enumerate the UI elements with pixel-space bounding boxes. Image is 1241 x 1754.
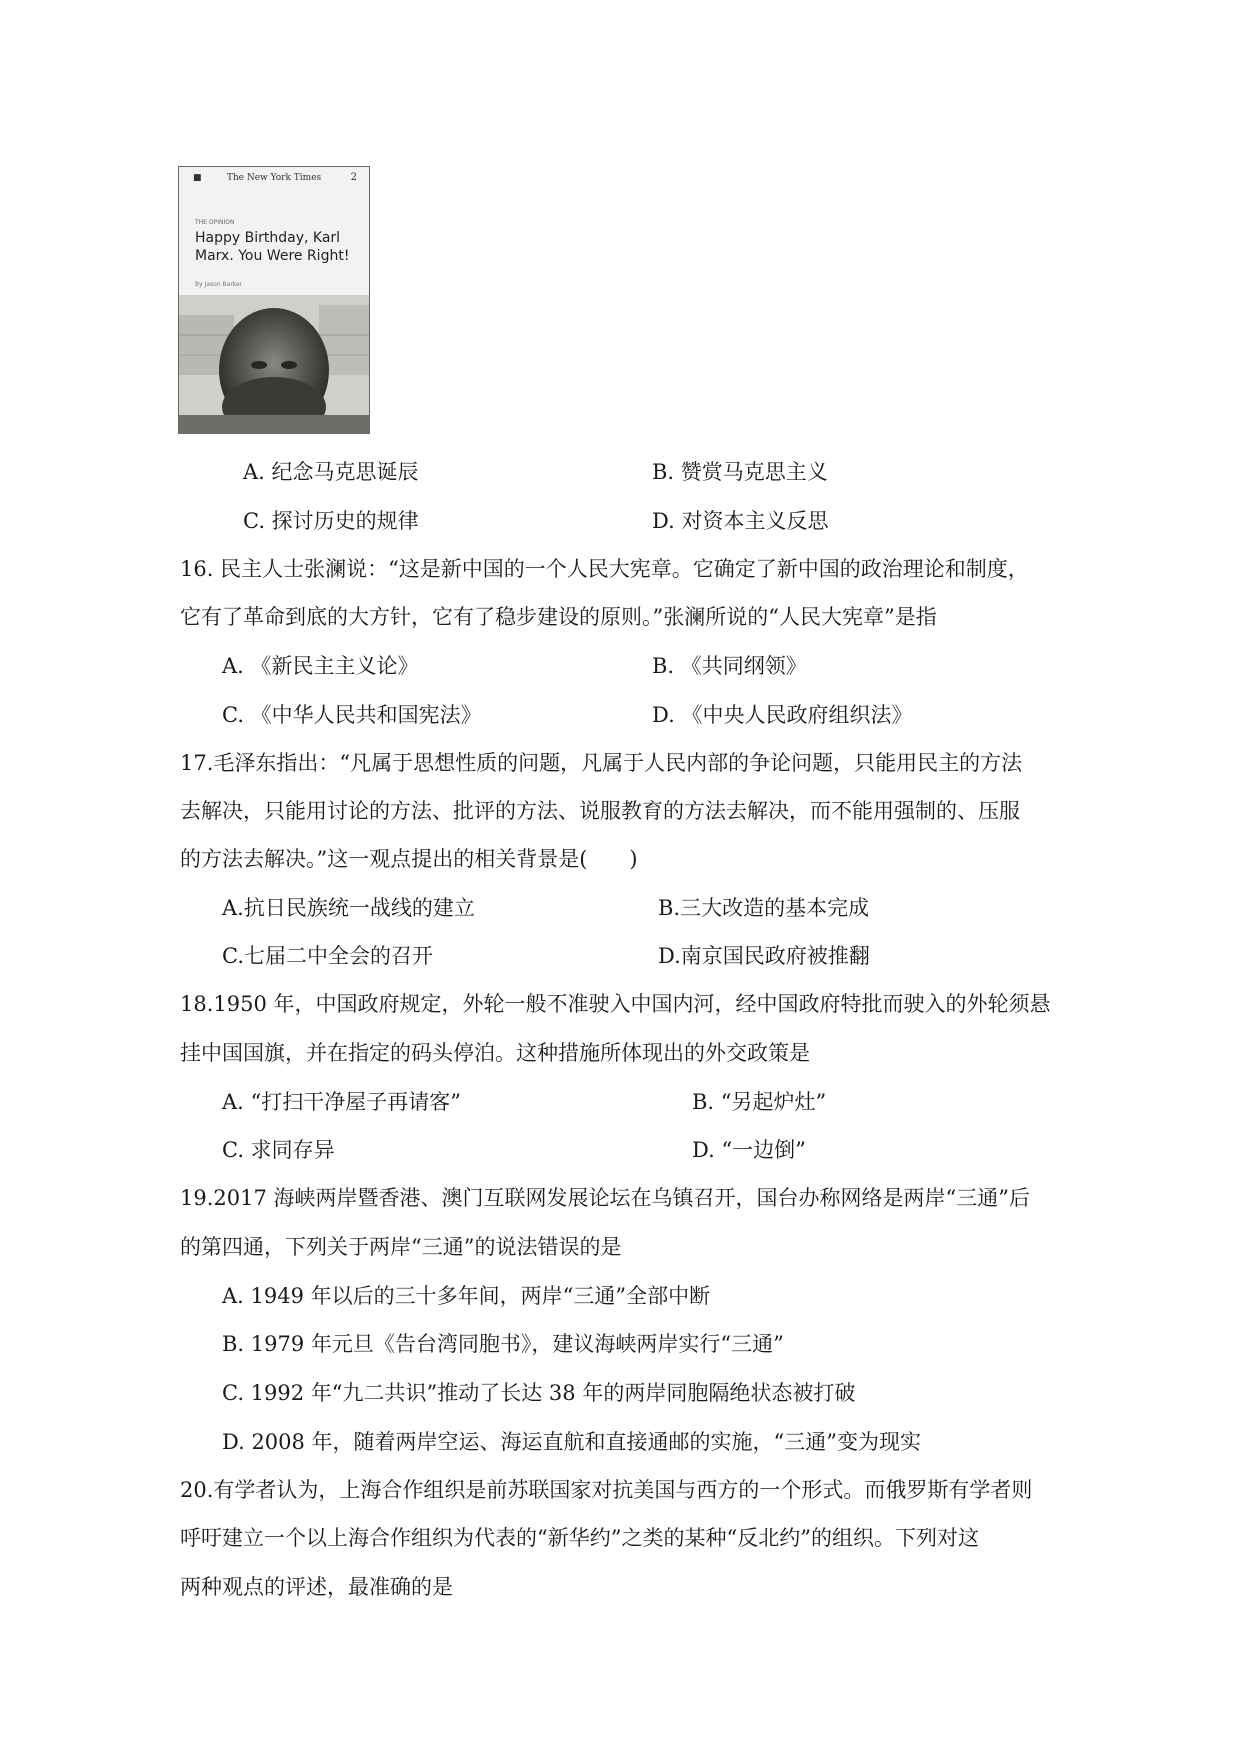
q20-stem-line3: 两种观点的评述，最准确的是 xyxy=(180,1575,453,1599)
q16-stem-line1: 16. 民主人士张澜说：“这是新中国的一个人民大宪章。它确定了新中国的政治理论和制度， xyxy=(180,557,1029,581)
q16-stem-line2: 它有了革命到底的大方针，它有了稳步建设的原则。”张澜所说的“人民大宪章”是指 xyxy=(180,605,937,629)
q16-option-d: D. 《中央人民政府组织法》 xyxy=(652,703,913,727)
q17-stem-line1: 17.毛泽东指出：“凡属于思想性质的问题，凡属于人民内部的争论问题，只能用民主的方法 xyxy=(180,751,1023,775)
q18-option-b: B. “另起炉灶” xyxy=(692,1090,827,1114)
clipping-byline: By Jason Barker xyxy=(195,281,243,288)
masthead-mark: ■ xyxy=(193,173,202,183)
q15-option-d: D. 对资本主义反思 xyxy=(652,509,829,533)
q20-stem-line1: 20.有学者认为，上海合作组织是前苏联国家对抗美国与西方的一个形式。而俄罗斯有学者则 xyxy=(180,1478,1033,1502)
q17-option-d: D.南京国民政府被推翻 xyxy=(658,944,870,968)
q18-option-d: D. “一边倒” xyxy=(692,1138,806,1162)
q16-option-c: C. 《中华人民共和国宪法》 xyxy=(222,703,482,727)
q18-option-c: C. 求同存异 xyxy=(222,1138,335,1162)
clipping-kicker: THE OPINION xyxy=(195,219,235,226)
q15-option-c: C. 探讨历史的规律 xyxy=(243,509,419,533)
q17-stem-line3: 的方法去解决。”这一观点提出的相关背景是( ) xyxy=(180,847,638,871)
q19-stem-line1: 19.2017 海峡两岸暨香港、澳门互联网发展论坛在乌镇召开，国台办称网络是两岸“三通”后 xyxy=(180,1186,1030,1210)
q19-stem-line2: 的第四通，下列关于两岸“三通”的说法错误的是 xyxy=(180,1235,622,1259)
newspaper-masthead: The New York Times xyxy=(226,173,322,183)
q15-option-a: A. 纪念马克思诞辰 xyxy=(243,460,419,484)
q17-option-b: B.三大改造的基本完成 xyxy=(658,896,870,920)
q17-option-c: C.七届二中全会的召开 xyxy=(222,944,433,968)
q19-option-c: C. 1992 年“九二共识”推动了长达 38 年的两岸同胞隔绝状态被打破 xyxy=(222,1381,856,1405)
marx-portrait-photo xyxy=(179,295,369,433)
q17-stem-line2: 去解决，只能用讨论的方法、批评的方法、说服教育的方法去解决，而不能用强制的、压服 xyxy=(180,799,1020,823)
clipping-headline: Happy Birthday, Karl Marx. You Were Right! xyxy=(195,230,350,264)
newspaper-clipping-figure xyxy=(178,166,370,434)
q18-stem-line2: 挂中国国旗，并在指定的码头停泊。这种措施所体现出的外交政策是 xyxy=(180,1041,810,1065)
q15-option-b: B. 赞赏马克思主义 xyxy=(652,460,828,484)
q16-option-b: B. 《共同纲领》 xyxy=(652,654,807,678)
q20-stem-line2: 呼吁建立一个以上海合作组织为代表的“新华约”之类的某种“反北约”的组织。下列对这 xyxy=(180,1526,979,1550)
q19-option-d: D. 2008 年，随着两岸空运、海运直航和直接通邮的实施，“三通”变为现实 xyxy=(222,1430,922,1454)
q19-option-a: A. 1949 年以后的三十多年间，两岸“三通”全部中断 xyxy=(222,1284,711,1308)
clipping-page-number: 2 xyxy=(350,172,357,183)
q18-stem-line1: 18.1950 年，中国政府规定，外轮一般不准驶入中国内河，经中国政府特批而驶入的外轮须悬 xyxy=(180,992,1051,1016)
q18-option-a: A. “打扫干净屋子再请客” xyxy=(222,1090,461,1114)
q19-option-b: B. 1979 年元旦《告台湾同胞书》，建议海峡两岸实行“三通” xyxy=(222,1332,784,1356)
q16-option-a: A. 《新民主主义论》 xyxy=(222,654,419,678)
q17-option-a: A.抗日民族统一战线的建立 xyxy=(222,896,475,920)
